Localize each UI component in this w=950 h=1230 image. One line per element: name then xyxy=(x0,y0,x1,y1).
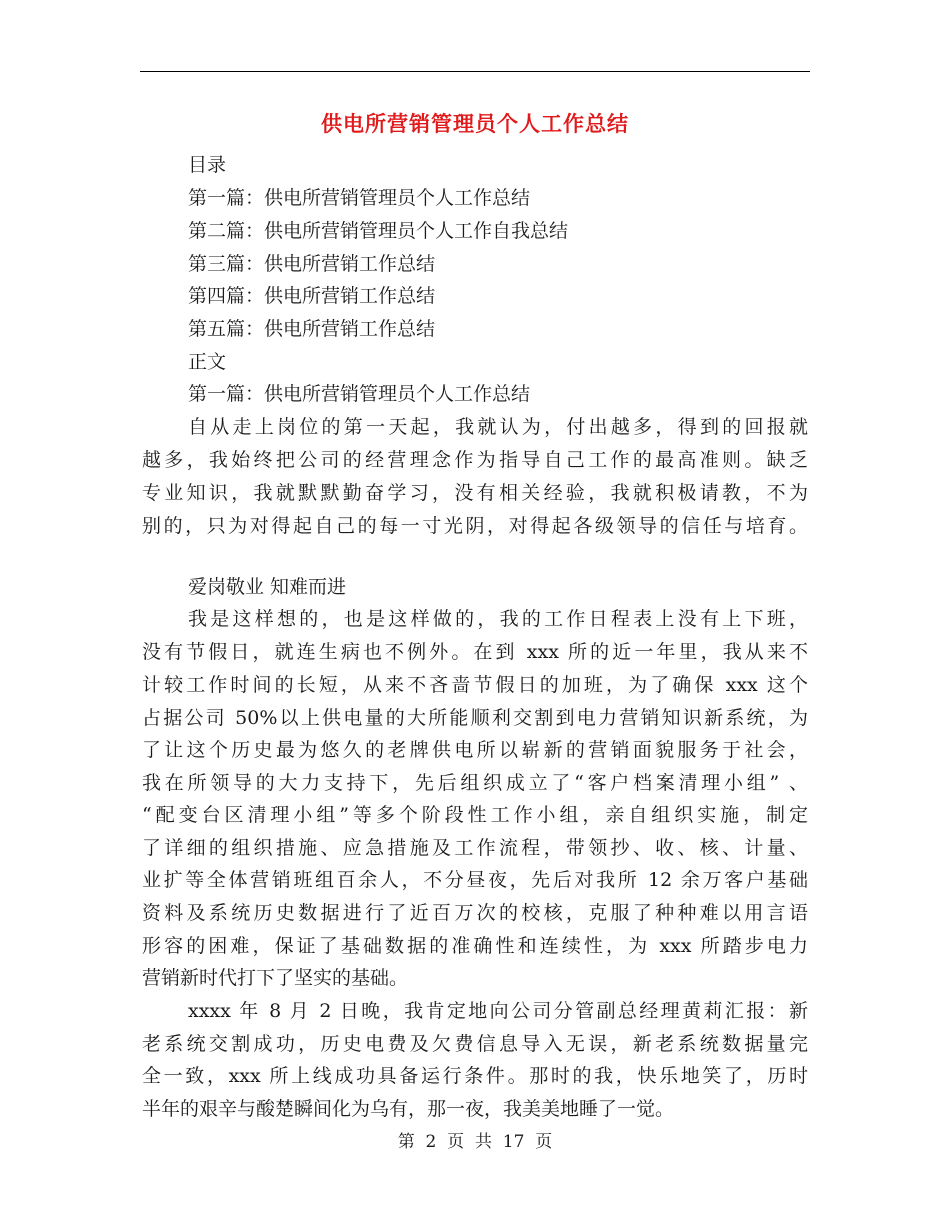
toc-item: 第二篇：供电所营销管理员个人工作自我总结 xyxy=(188,220,569,242)
paragraph-line: 了详细的组织措施、应急措施及工作流程，带领抄、收、核、计量、 xyxy=(142,837,808,859)
paragraph-line: 业扩等全体营销班组百余人，不分昼夜，先后对我所 12 余万客户基础 xyxy=(142,869,808,891)
paragraph-line: 形容的困难，保证了基础数据的准确性和连续性，为 xxx 所踏步电力 xyxy=(142,935,808,957)
toc-heading: 目录 xyxy=(188,154,227,176)
paragraph-line: 我是这样想的，也是这样做的，我的工作日程表上没有上下班， xyxy=(188,608,808,630)
body-heading: 正文 xyxy=(188,351,227,373)
paragraph-line: 半年的艰辛与酸楚瞬间化为乌有，那一夜，我美美地睡了一觉。 xyxy=(142,1098,675,1120)
paragraph-line: 营销新时代打下了坚实的基础。 xyxy=(142,967,409,989)
paragraph-line: 占据公司 50%以上供电量的大所能顺利交割到电力营销知识新系统，为 xyxy=(142,707,808,729)
paragraph-line: 没有节假日，就连生病也不例外。在到 xxx 所的近一年里，我从来不 xyxy=(142,641,808,663)
toc-item: 第五篇：供电所营销工作总结 xyxy=(188,318,436,340)
section-title: 第一篇：供电所营销管理员个人工作总结 xyxy=(188,383,531,405)
paragraph-line: 自从走上岗位的第一天起，我就认为，付出越多，得到的回报就 xyxy=(188,416,808,438)
toc-item: 第三篇：供电所营销工作总结 xyxy=(188,253,436,275)
toc-item: 第一篇：供电所营销管理员个人工作总结 xyxy=(188,187,531,209)
paragraph-line: 资料及系统历史数据进行了近百万次的校核，克服了种种难以用言语 xyxy=(142,902,808,924)
paragraph-line: 计较工作时间的长短，从来不吝啬节假日的加班，为了确保 xxx 这个 xyxy=(142,674,808,696)
document-title: 供电所营销管理员个人工作总结 xyxy=(321,111,629,136)
page-number-footer: 第 2 页 共 17 页 xyxy=(397,1132,553,1152)
paragraph-line: “配变台区清理小组”等多个阶段性工作小组，亲自组织实施，制定 xyxy=(142,804,808,826)
paragraph-line: 了让这个历史最为悠久的老牌供电所以崭新的营销面貌服务于社会， xyxy=(142,739,808,761)
paragraph-line: 别的，只为对得起自己的每一寸光阴，对得起各级领导的信任与培育。 xyxy=(142,515,808,537)
header-rule xyxy=(140,71,810,72)
toc-item: 第四篇：供电所营销工作总结 xyxy=(188,285,436,307)
paragraph-line: 专业知识，我就默默勤奋学习，没有相关经验，我就积极请教，不为 xyxy=(142,482,808,504)
paragraph-line: 我在所领导的大力支持下，先后组织成立了“客户档案清理小组” 、 xyxy=(142,772,808,794)
paragraph-line: 越多，我始终把公司的经营理念作为指导自己工作的最高准则。缺乏 xyxy=(142,449,808,471)
subheading: 爱岗敬业 知难而进 xyxy=(188,576,347,598)
paragraph-line: 老系统交割成功，历史电费及欠费信息导入无误，新老系统数据量完 xyxy=(142,1033,808,1055)
paragraph-line: 全一致，xxx 所上线成功具备运行条件。那时的我，快乐地笑了，历时 xyxy=(142,1065,808,1087)
paragraph-line: xxxx 年 8 月 2 日晚，我肯定地向公司分管副总经理黄莉汇报：新 xyxy=(188,1000,808,1022)
